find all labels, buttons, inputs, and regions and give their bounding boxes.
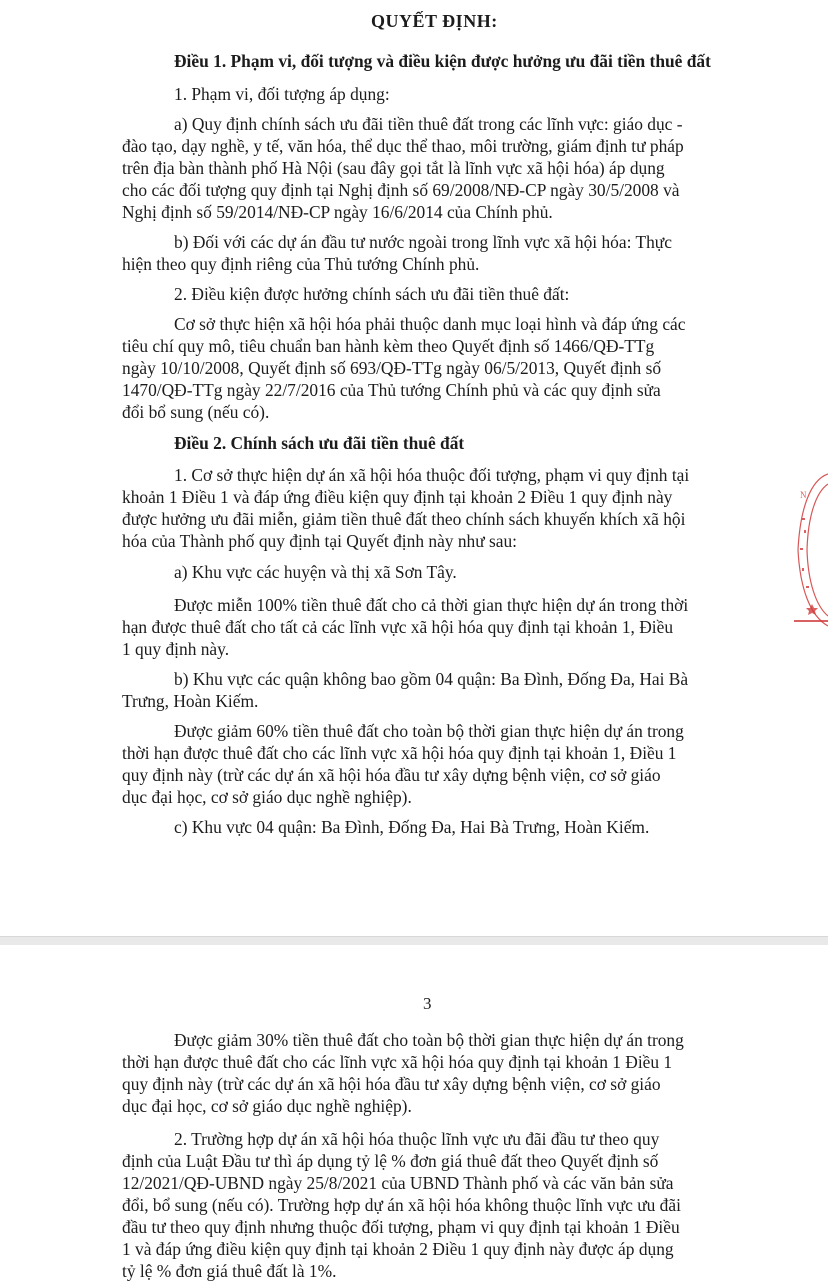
text-line: b) Khu vực các quận không bao gồm 04 quận: Ba Đình, Đống Đa, Hai Bà [174, 669, 689, 689]
text-line: c) Khu vực 04 quận: Ba Đình, Đống Đa, Hai Bà Trưng, Hoàn Kiếm. [174, 817, 650, 837]
text-line: đổi bổ sung (nếu có). [122, 402, 270, 422]
text-line: thời hạn được thuê đất cho các lĩnh vực xã hội hóa quy định tại khoản 1, Điều 1 [122, 743, 677, 763]
text-line: quy định này (trừ các dự án xã hội hóa đầu tư xây dựng bệnh viện, cơ sở giáo [122, 1074, 661, 1094]
text-line: được hưởng ưu đãi miễn, giảm tiền thuê đất theo chính sách khuyến khích xã hội [122, 509, 686, 529]
text-line: Trưng, Hoàn Kiếm. [122, 691, 259, 711]
text-line: Nghị định số 59/2014/NĐ-CP ngày 16/6/2014 của Chính phủ. [122, 202, 553, 222]
text-line: 12/2021/QĐ-UBND ngày 25/8/2021 của UBND Thành phố và các văn bản sửa [122, 1173, 674, 1193]
text-line: Cơ sở thực hiện xã hội hóa phải thuộc danh mục loại hình và đáp ứng các [174, 314, 686, 334]
text-line: Được miễn 100% tiền thuê đất cho cả thời gian thực hiện dự án trong thời [174, 595, 689, 615]
text-line: 1. Phạm vi, đối tượng áp dụng: [174, 84, 390, 104]
text-line: dục đại học, cơ sở giáo dục nghề nghiệp). [122, 787, 412, 807]
text-line: khoản 1 Điều 1 và đáp ứng điều kiện quy định tại khoản 2 Điều 1 quy định này [122, 487, 673, 507]
text-line: thời hạn được thuê đất cho các lĩnh vực xã hội hóa quy định tại khoản 1 Điều 1 [122, 1052, 673, 1072]
text-line: Được giảm 30% tiền thuê đất cho toàn bộ thời gian thực hiện dự án trong [174, 1030, 684, 1050]
text-line: hóa của Thành phố quy định tại Quyết định này như sau: [122, 531, 518, 551]
text-line: đào tạo, dạy nghề, y tế, văn hóa, thể dục thể thao, môi trường, giám định tư pháp [122, 136, 684, 156]
page-number: 3 [423, 994, 432, 1013]
article-1-heading: Điều 1. Phạm vi, đối tượng và điều kiện được hưởng ưu đãi tiền thuê đất [174, 51, 711, 71]
text-line: hiện theo quy định riêng của Thủ tướng Chính phủ. [122, 254, 480, 274]
text-line: 1 quy định này. [122, 639, 230, 659]
text-line: cho các đối tượng quy định tại Nghị định số 69/2008/NĐ-CP ngày 30/5/2008 và [122, 180, 680, 200]
article-2-heading: Điều 2. Chính sách ưu đãi tiền thuê đất [174, 433, 465, 453]
text-line: 2. Điều kiện được hưởng chính sách ưu đãi tiền thuê đất: [174, 284, 570, 304]
red-stamp-fragment [788, 470, 828, 630]
text-line: tiêu chí quy mô, tiêu chuẩn ban hành kèm theo Quyết định số 1466/QĐ-TTg [122, 336, 655, 356]
text-line: 2. Trường hợp dự án xã hội hóa thuộc lĩnh vực ưu đãi đầu tư theo quy [174, 1129, 660, 1149]
text-line: trên địa bàn thành phố Hà Nội (sau đây gọi tắt là lĩnh vực xã hội hóa) áp dụng [122, 158, 665, 178]
text-line: Được giảm 60% tiền thuê đất cho toàn bộ thời gian thực hiện dự án trong [174, 721, 684, 741]
text-line: dục đại học, cơ sở giáo dục nghề nghiệp). [122, 1096, 412, 1116]
text-line: a) Quy định chính sách ưu đãi tiền thuê đất trong các lĩnh vực: giáo dục - [174, 114, 683, 134]
document-title: QUYẾT ĐỊNH: [371, 11, 498, 31]
text-line: quy định này (trừ các dự án xã hội hóa đầu tư xây dựng bệnh viện, cơ sở giáo [122, 765, 661, 785]
text-line: 1. Cơ sở thực hiện dự án xã hội hóa thuộc đối tượng, phạm vi quy định tại [174, 465, 690, 485]
text-line: đổi, bổ sung (nếu có). Trường hợp dự án xã hội hóa không thuộc lĩnh vực ưu đãi [122, 1195, 681, 1215]
text-line: ngày 10/10/2008, Quyết định số 693/QĐ-TTg ngày 06/5/2013, Quyết định số [122, 358, 662, 378]
text-line: tỷ lệ % đơn giá thuê đất là 1%. [122, 1261, 337, 1281]
text-line: đầu tư theo quy định nhưng thuộc đối tượng, phạm vi quy định tại khoản 1 Điều [122, 1217, 680, 1237]
text-line: a) Khu vực các huyện và thị xã Sơn Tây. [174, 562, 457, 582]
text-line: b) Đối với các dự án đầu tư nước ngoài trong lĩnh vực xã hội hóa: Thực [174, 232, 672, 252]
text-line: hạn được thuê đất cho tất cả các lĩnh vực xã hội hóa quy định tại khoản 1, Điều [122, 617, 674, 637]
text-line: định của Luật Đầu tư thì áp dụng tỷ lệ % đơn giá thuê đất theo Quyết định số [122, 1151, 659, 1171]
svg-text:N: N [800, 490, 807, 500]
text-line: 1470/QĐ-TTg ngày 22/7/2016 của Thủ tướng Chính phủ và các quy định sửa [122, 380, 661, 400]
document-page-3 [0, 945, 828, 1287]
text-line: 1 và đáp ứng điều kiện quy định tại khoản 2 Điều 1 quy định này được áp dụng [122, 1239, 674, 1259]
